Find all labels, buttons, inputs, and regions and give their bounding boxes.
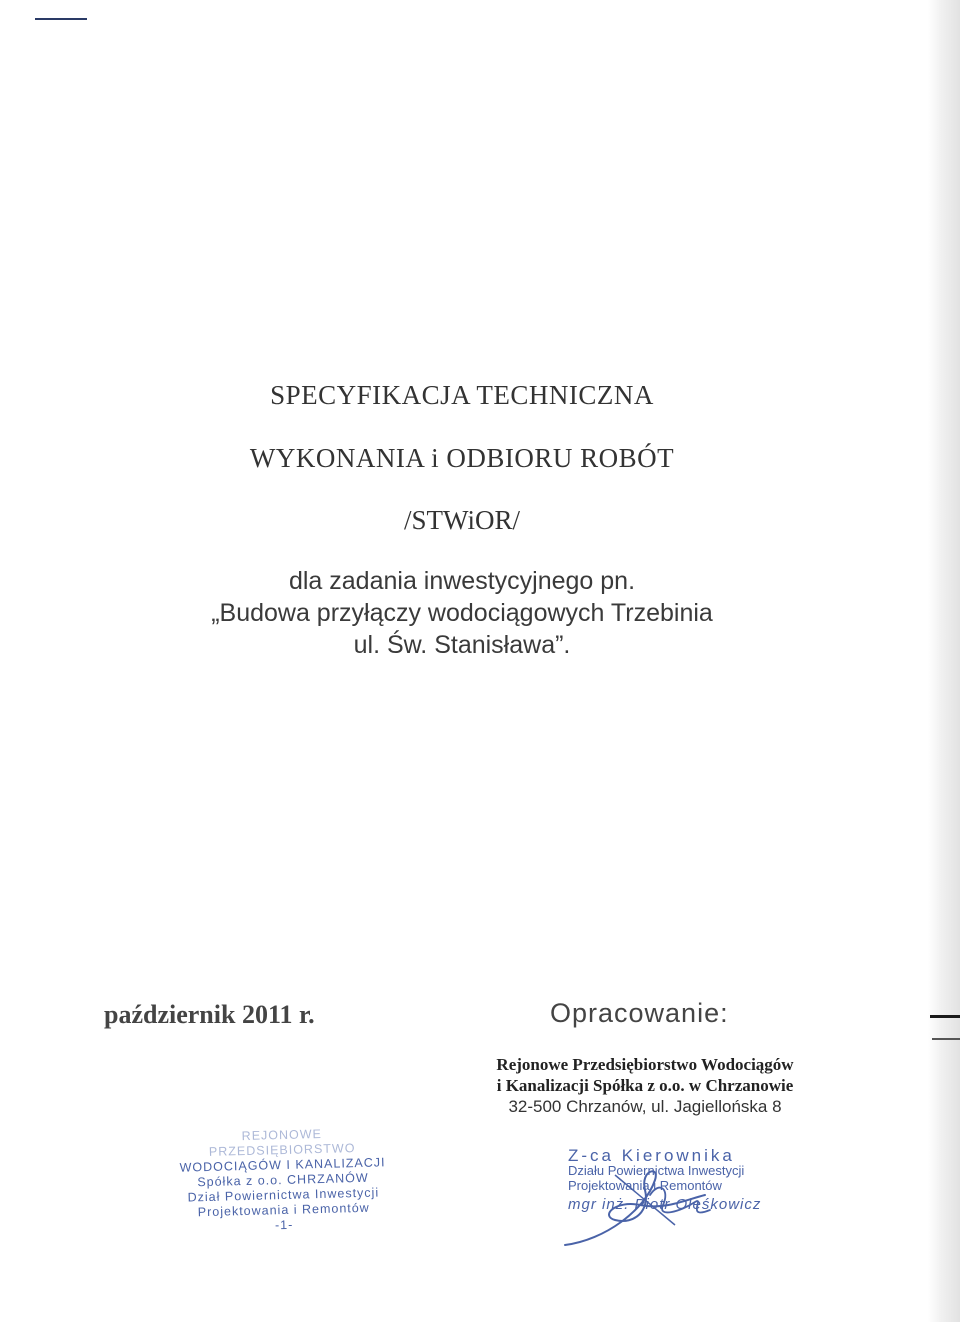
company-name-line-1: Rejonowe Przedsiębiorstwo Wodociągów <box>496 1055 794 1074</box>
company-stamp <box>167 1125 400 1236</box>
document-date: październik 2011 r. <box>104 1000 315 1029</box>
company-name-line-2: i Kanalizacji Spółka z o.o. w Chrzanowie <box>496 1076 794 1095</box>
scan-mark-right <box>930 1015 960 1018</box>
title-line-1: SPECYFIKACJA TECHNICZNA <box>270 380 654 410</box>
stamp-left-line-5: Projektowania i Remontów <box>197 1200 370 1220</box>
task-line-3: ul. Św. Stanisława”. <box>353 631 571 659</box>
signature-stroke-2 <box>650 1188 710 1213</box>
signature <box>545 1150 735 1250</box>
stamp-left-line-3: Spółka z o.o. CHRZANÓW <box>197 1170 369 1190</box>
company-info <box>470 1054 820 1117</box>
task-line-2: „Budowa przyłączy wodociągowych Trzebinia <box>211 599 713 627</box>
stamp-right-line-4: mgr inż. Piotr Oleśkowicz <box>568 1196 762 1213</box>
title-abbreviation: /STWiOR/ <box>404 505 520 535</box>
stamp-left-line-2: WODOCIĄGÓW I KANALIZACJI <box>179 1155 386 1175</box>
prepared-by-label: Opracowanie: <box>550 998 729 1028</box>
stamp-right-line-1: Z-ca Kierownika <box>568 1146 735 1165</box>
stamp-right-line-2: Działu Powiernictwa Inwestycji <box>568 1163 745 1178</box>
stamp-left-line-4: Dział Powiernictwa Inwestycji <box>187 1185 380 1205</box>
stamp-right-line-3: Projektowania i Remontów <box>568 1178 722 1193</box>
stamp-left-line-6: -1- <box>274 1217 294 1233</box>
scan-mark-top <box>35 18 87 20</box>
scan-edge-shadow <box>928 0 960 1322</box>
title-line-2: WYKONANIA i ODBIORU ROBÓT <box>249 443 675 473</box>
stamp-left-line-1: REJONOWE PRZEDSIĘBIORSTWO <box>208 1126 356 1159</box>
task-description <box>0 565 924 661</box>
company-address: 32-500 Chrzanów, ul. Jagiellońska 8 <box>508 1097 782 1116</box>
scan-mark-right-secondary <box>932 1038 960 1040</box>
task-line-1: dla zadania inwestycyjnego pn. <box>288 567 636 595</box>
